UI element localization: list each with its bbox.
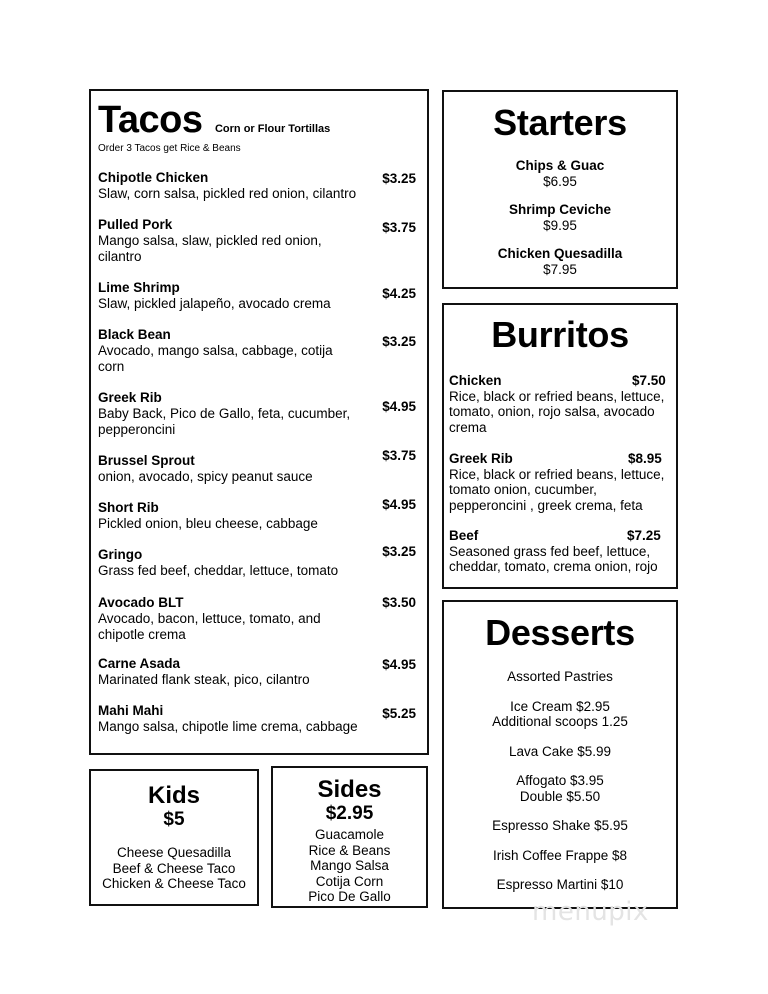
burrito-price: $7.50 — [632, 373, 666, 388]
dessert-item — [444, 818, 676, 834]
taco-desc: Avocado, mango salsa, cabbage, cotija corn — [98, 343, 333, 374]
taco-name: Mahi Mahi — [98, 703, 164, 718]
tacos-note: Order 3 Tacos get Rice & Beans — [98, 143, 241, 154]
taco-item — [98, 280, 416, 312]
taco-name: Avocado BLT — [98, 595, 184, 610]
taco-price: $3.50 — [382, 595, 416, 610]
burrito-item — [449, 451, 673, 513]
taco-desc: Marinated flank steak, pico, cilantro — [98, 672, 310, 687]
burrito-item — [449, 528, 673, 575]
taco-name: Greek Rib — [98, 390, 162, 405]
watermark: menupix — [532, 897, 649, 927]
taco-name: Carne Asada — [98, 656, 181, 671]
starter-item — [444, 246, 676, 277]
burrito-desc: Seasoned grass fed beef, lettuce, cheddar, tomato, crema onion, rojo — [449, 543, 658, 574]
taco-price: $3.25 — [382, 544, 416, 559]
taco-price: $4.95 — [382, 497, 416, 512]
burritos-title: Burritos — [491, 314, 629, 355]
kids-price: $5 — [163, 809, 185, 830]
dessert-line: Double $5.50 — [519, 788, 601, 804]
taco-item — [98, 170, 416, 202]
sides-list — [273, 827, 426, 905]
dessert-line: Espresso Shake $5.95 — [492, 818, 628, 833]
taco-name: Chipotle Chicken — [98, 170, 209, 185]
taco-item — [98, 217, 416, 264]
taco-item — [98, 390, 416, 437]
kids-item: Beef & Cheese Taco — [112, 860, 236, 876]
dessert-item — [444, 877, 676, 893]
taco-item — [98, 497, 416, 532]
dessert-line: Ice Cream $2.95 — [510, 698, 610, 714]
burrito-desc: Rice, black or refried beans, lettuce, tomato onion, cucumber, pepperoncini , greek crema, feta — [449, 466, 665, 513]
taco-name: Black Bean — [98, 327, 171, 342]
starter-name: Shrimp Ceviche — [508, 202, 612, 217]
dessert-line: Lava Cake $5.99 — [508, 743, 612, 759]
taco-item — [98, 448, 416, 485]
burrito-price: $8.95 — [628, 451, 662, 466]
dessert-item — [444, 848, 676, 864]
taco-item — [98, 656, 416, 688]
tacos-title: Tacos — [98, 99, 203, 141]
taco-name: Short Rib — [98, 500, 159, 515]
taco-item — [98, 703, 416, 735]
dessert-item — [444, 744, 676, 760]
burrito-name: Chicken — [449, 373, 502, 388]
desserts-title: Desserts — [485, 612, 635, 653]
sides-item: Rice & Beans — [308, 842, 391, 858]
dessert-item — [444, 773, 676, 804]
taco-desc: onion, avocado, spicy peanut sauce — [98, 469, 313, 484]
taco-desc: Pickled onion, bleu cheese, cabbage — [98, 516, 318, 531]
taco-name: Pulled Pork — [98, 217, 173, 232]
taco-price: $3.75 — [382, 448, 416, 463]
burrito-name: Beef — [449, 528, 479, 543]
taco-price: $4.25 — [382, 286, 416, 301]
tacos-header — [98, 99, 330, 142]
taco-price: $4.95 — [382, 399, 416, 414]
starter-price: $9.95 — [543, 217, 577, 233]
taco-desc: Grass fed beef, cheddar, lettuce, tomato — [98, 563, 339, 578]
dessert-line: Additional scoops 1.25 — [492, 714, 628, 729]
sides-section — [271, 766, 428, 908]
starters-title: Starters — [493, 102, 627, 143]
taco-desc: Mango salsa, slaw, pickled red onion, cilantro — [98, 233, 322, 264]
starter-price: $7.95 — [543, 261, 577, 277]
dessert-item — [444, 669, 676, 685]
starter-item — [444, 202, 676, 233]
taco-item — [98, 544, 416, 579]
starters-section — [442, 90, 678, 289]
taco-item — [98, 327, 416, 374]
kids-section — [89, 769, 259, 906]
taco-price: $4.95 — [382, 657, 416, 672]
sides-item: Mango Salsa — [310, 858, 389, 873]
burrito-name: Greek Rib — [449, 451, 513, 466]
dessert-line: Espresso Martini $10 — [496, 877, 624, 892]
sides-item: Pico De Gallo — [308, 889, 391, 904]
taco-price: $5.25 — [382, 706, 416, 721]
taco-desc: Mango salsa, chipotle lime crema, cabbage — [98, 719, 358, 734]
tacos-subtitle: Corn or Flour Tortillas — [214, 123, 331, 135]
burrito-item — [449, 373, 673, 435]
kids-item: Cheese Quesadilla — [116, 845, 232, 860]
sides-item: Cotija Corn — [315, 873, 384, 889]
taco-desc: Slaw, corn salsa, pickled red onion, cilantro — [98, 186, 357, 201]
burrito-price: $7.25 — [627, 528, 661, 543]
sides-title: Sides — [317, 776, 382, 803]
taco-desc: Slaw, pickled jalapeño, avocado crema — [98, 296, 331, 311]
sides-item: Guacamole — [314, 827, 385, 842]
dessert-line: Affogato $3.95 — [516, 773, 604, 788]
taco-desc: Baby Back, Pico de Gallo, feta, cucumber, pepperoncini — [98, 406, 351, 437]
starter-item — [444, 158, 676, 189]
kids-item: Chicken & Cheese Taco — [102, 876, 246, 891]
starter-price: $6.95 — [543, 173, 577, 189]
starter-name: Chips & Guac — [515, 158, 605, 173]
taco-price: $3.25 — [382, 171, 416, 186]
taco-name: Lime Shrimp — [98, 280, 180, 295]
burritos-section — [442, 303, 678, 589]
tacos-section — [89, 89, 429, 755]
starter-name: Chicken Quesadilla — [497, 246, 623, 261]
taco-name: Gringo — [98, 547, 143, 562]
taco-item — [98, 595, 416, 642]
dessert-line: Assorted Pastries — [507, 669, 613, 684]
desserts-section — [442, 600, 678, 909]
dessert-line: Irish Coffee Frappe $8 — [492, 847, 628, 863]
burrito-desc: Rice, black or refried beans, lettuce, tomato, onion, rojo salsa, avocado crema — [449, 388, 665, 435]
kids-title: Kids — [147, 782, 200, 809]
taco-desc: Avocado, bacon, lettuce, tomato, and chipotle crema — [98, 611, 321, 642]
taco-price: $3.75 — [382, 220, 416, 235]
sides-price: $2.95 — [325, 803, 374, 824]
dessert-item — [444, 699, 676, 730]
kids-list — [91, 845, 257, 892]
taco-price: $3.25 — [382, 334, 416, 349]
taco-name: Brussel Sprout — [98, 453, 195, 468]
